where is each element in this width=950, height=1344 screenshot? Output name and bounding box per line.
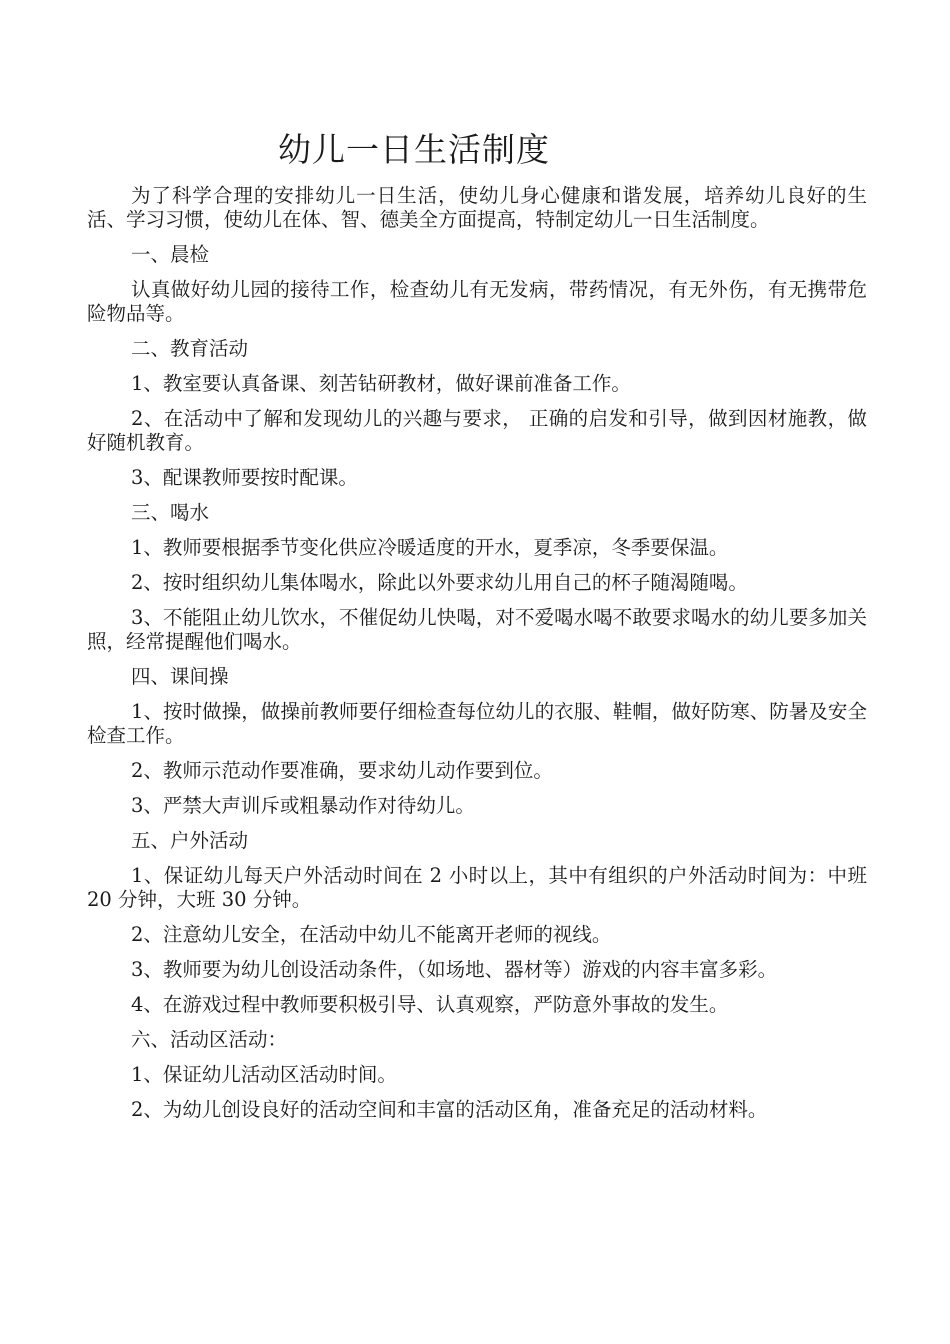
document-body (87, 178, 867, 1129)
paragraph: 3、严禁大声训斥或粗暴动作对待幼儿。 (131, 794, 475, 817)
document-title: 幼儿一日生活制度 (278, 130, 550, 169)
paragraph: 2、为幼儿创设良好的活动空间和丰富的活动区角，准备充足的活动材料。 (131, 1098, 768, 1121)
paragraph: 1、教师要根据季节变化供应冷暖适度的开水，夏季凉，冬季要保温。 (131, 536, 729, 559)
paragraph: 1、保证幼儿每天户外活动时间在 2 小时以上，其中有组织的户外活动时间为：中班 20 分钟，大班 30 分钟。 (87, 864, 867, 911)
paragraph: 2、按时组织幼儿集体喝水，除此以外要求幼儿用自己的杯子随渴随喝。 (131, 571, 748, 594)
paragraph: 2、教师示范动作要准确，要求幼儿动作要到位。 (131, 759, 553, 782)
section-heading-outdoor: 五、户外活动 (131, 829, 249, 852)
paragraph: 3、教师要为幼儿创设活动条件，（如场地、器材等）游戏的内容丰富多彩。 (131, 958, 778, 981)
paragraph: 1、教室要认真备课、刻苦钻研教材，做好课前准备工作。 (131, 372, 631, 395)
paragraph: 4、在游戏过程中教师要积极引导、认真观察，严防意外事故的发生。 (131, 993, 729, 1016)
paragraph: 2、在活动中了解和发现幼儿的兴趣与要求， 正确的启发和引导，做到因材施教，做好随机教育。 (87, 407, 867, 454)
paragraph: 认真做好幼儿园的接待工作，检查幼儿有无发病，带药情况，有无外伤，有无携带危险物品等。 (87, 278, 867, 325)
section-heading-education: 二、教育活动 (131, 337, 249, 360)
paragraph: 3、不能阻止幼儿饮水，不催促幼儿快喝，对不爱喝水喝不敢要求喝水的幼儿要多加关照，经常提醒他们喝水。 (87, 606, 867, 653)
paragraph: 3、配课教师要按时配课。 (131, 466, 358, 489)
paragraph: 2、注意幼儿安全，在活动中幼儿不能离开老师的视线。 (131, 923, 612, 946)
section-heading-morning-check: 一、晨检 (131, 243, 210, 266)
intro-paragraph: 为了科学合理的安排幼儿一日生活，使幼儿身心健康和谐发展，培养幼儿良好的生活、学习习惯，使幼儿在体、智、德美全方面提高，特制定幼儿一日生活制度。 (87, 184, 867, 231)
paragraph: 1、保证幼儿活动区活动时间。 (131, 1063, 397, 1086)
section-heading-drinking-water: 三、喝水 (131, 501, 210, 524)
section-heading-activity-area: 六、活动区活动： (131, 1028, 288, 1051)
paragraph: 1、按时做操，做操前教师要仔细检查每位幼儿的衣服、鞋帽，做好防寒、防暑及安全检查工作。 (87, 700, 867, 747)
section-heading-exercise: 四、课间操 (131, 665, 229, 688)
